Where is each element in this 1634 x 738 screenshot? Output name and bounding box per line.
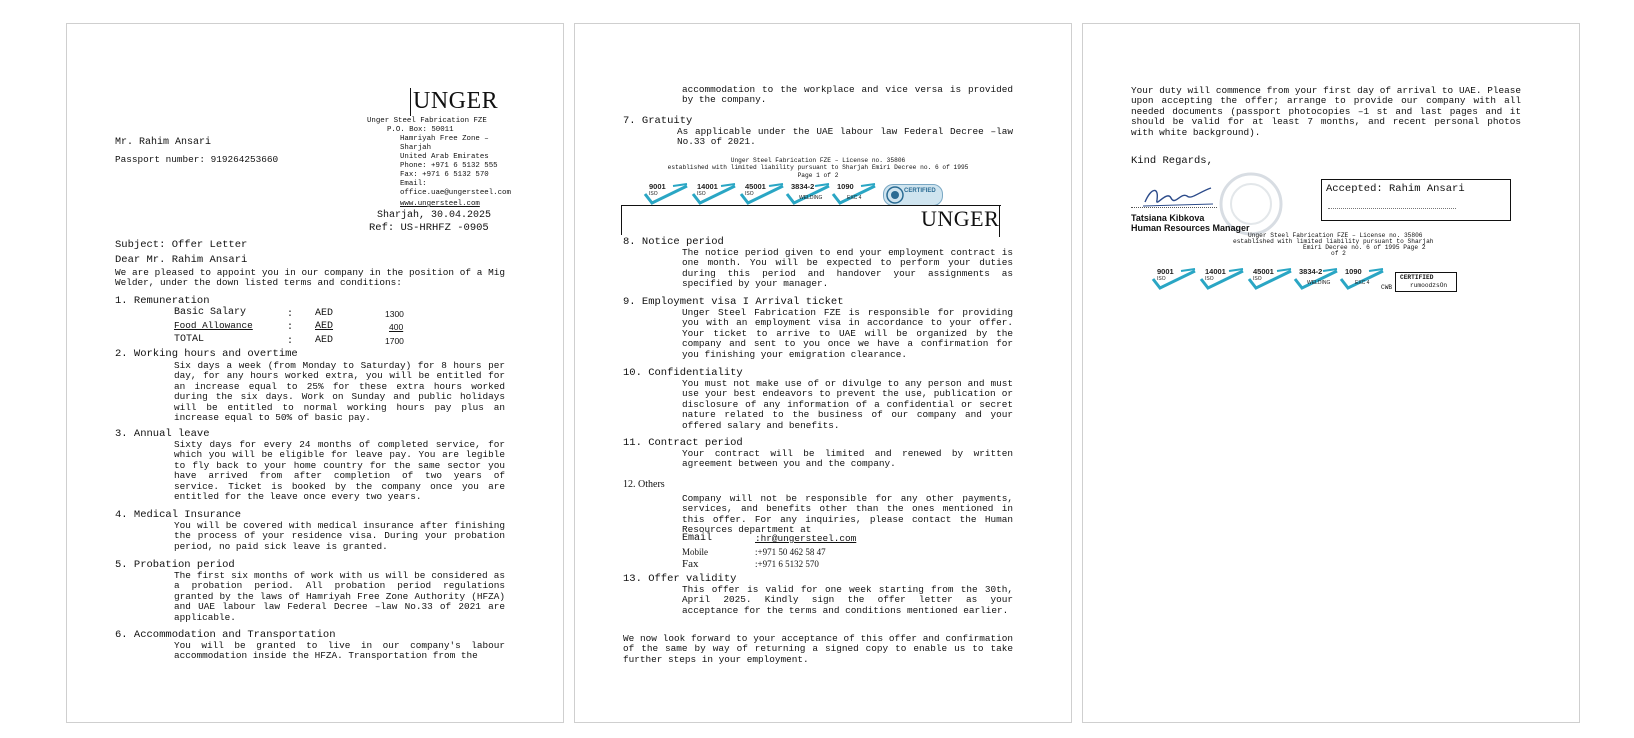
iso-9001-badge — [1151, 267, 1193, 291]
badge-sub: ISO — [1205, 276, 1214, 282]
section-7-body: As applicable under the UAE labour law Federal Decree –law No.33 of 2021. — [677, 126, 1013, 148]
rem-label-food: Food Allowance — [174, 320, 253, 331]
company-country: United Arab Emirates — [400, 153, 489, 161]
section-13-body: This offer is valid for one week starting from the 30th, April 2025. Kindly sign the offer letter as your acceptance for the terms and conditions mentioned earlier. — [682, 584, 1013, 616]
badge-sub: ISO — [1253, 276, 1262, 282]
badge-number: 14001 — [697, 182, 718, 191]
section-6-body: You will be granted to live in our company's labour accommodation inside the HFZA. Transportation from the — [174, 640, 505, 662]
certified-box — [1395, 272, 1457, 292]
contact-email-label: Email — [682, 533, 713, 544]
recipient-passport: Passport number: 919264253660 — [115, 154, 279, 165]
certified-label: CERTIFIED — [904, 188, 936, 194]
document-page-1 — [66, 23, 564, 723]
section-12-body: Company will not be responsible for any other payments, services, and benefits other than the ones mentioned in this offer. For any inquiries, please contact the Human Resources department at — [682, 493, 1013, 536]
company-logo: UNGER — [921, 206, 1000, 231]
text-cursor — [410, 88, 411, 116]
badge-sub: ISO — [649, 191, 658, 197]
duty-commence-paragraph: Your duty will commence from your first day of arrival to UAE. Please upon accepting the offer; arrange to provide our company with all needed documents (passport photocopies –1 st and last pages and it should be valid for at least 7 months, and recent personal photos with white background). — [1131, 85, 1521, 138]
badge-sub: EXC 4 — [847, 195, 862, 201]
badge-sub: WELDING — [1307, 280, 1331, 286]
iso-14001-badge — [691, 182, 733, 206]
acceptance-box[interactable] — [1321, 179, 1511, 221]
rem-cur-food: AED — [315, 321, 334, 332]
signatory-name: Tatsiana Kibkova — [1131, 213, 1205, 223]
rem-cur-basic: AED — [315, 308, 334, 319]
section-9-title: 9. Employment visa I Arrival ticket — [623, 296, 844, 308]
badge-number: 14001 — [1205, 267, 1226, 276]
section-5-body: The first six months of work with us will be considered as a probation period. All probation period regulations granted by the laws of Hamriyah Free Zone Authority (HFZA) and UAE labour law Federal Decree –law No.33 of 2021 are applicable. — [174, 570, 505, 623]
company-website[interactable]: www.ungersteel.com — [400, 200, 480, 208]
contact-mobile-label: Mobile — [682, 547, 708, 557]
section-3-body: Sixty days for every 24 months of completed service, for which you will be eligible for leave pay. You are legible to fly back to your home country for the same sector you have arrived from after completion of two years of service. Ticket is booked by the company once you are entitled for the leave once every two years. — [174, 439, 505, 503]
footer-decree: Emiri Decree no. 6 of 1995 Page 2 — [1303, 244, 1426, 251]
certified-small: rumoodzsOn — [1410, 282, 1448, 289]
rem-label-total: TOTAL — [174, 334, 205, 345]
badge-sub: ISO — [1157, 276, 1166, 282]
company-name: Unger Steel Fabrication FZE — [367, 117, 487, 125]
document-page-3 — [1082, 23, 1580, 723]
rem-amount-total: 1700 — [385, 336, 404, 346]
contact-fax-value: :+971 6 5132 570 — [755, 559, 819, 569]
footer-page-of: of 2 — [1331, 250, 1346, 257]
seal-icon — [885, 185, 905, 205]
rem-sep-total: : — [287, 336, 294, 347]
section-12-title: 12. Others — [623, 479, 665, 490]
iso-3834-badge — [785, 182, 827, 206]
recipient-name: Mr. Rahim Ansari — [115, 137, 212, 148]
badge-sub: ISO — [745, 191, 754, 197]
closing-paragraph: We now look forward to your acceptance of this offer and confirmation of the same by way of returning a signed copy to enable us to take further steps in your employment. — [623, 633, 1013, 665]
intro-paragraph: We are pleased to appoint you in our company in the position of a Mig Welder, under the down listed terms and conditions: — [115, 267, 505, 289]
iso-14001-badge — [1199, 267, 1241, 291]
section-2-body: Six days a week (from Monday to Saturday) for 8 hours per day, for any hours worked extra, you will be entitled for an increase equal to 25% for these extra hours worked during the six days. Work on Sunday and public holidays will be entitled to normal working hours pay plus an increase equal to 50% of basic pay. — [174, 360, 505, 424]
place-date: Sharjah, 30.04.2025 — [377, 210, 492, 221]
section-10-title: 10. Confidentiality — [623, 367, 743, 379]
footer-liability: established with limited liability pursuant to Sharjah Emiri Decree no. 6 of 1995 — [667, 164, 969, 171]
footer-license: Unger Steel Fabrication FZE – License no. 35806 — [1248, 232, 1423, 239]
certified-badge — [883, 184, 943, 206]
iso-45001-badge — [739, 182, 781, 206]
section-6-title: 6. Accommodation and Transportation — [115, 629, 336, 641]
rem-sep-basic: : — [287, 309, 294, 320]
company-phone: Phone: +971 6 5132 555 — [400, 162, 498, 170]
company-address-2: Sharjah — [400, 144, 432, 152]
subject-line: Subject: Offer Letter — [115, 239, 248, 251]
company-pobox: P.O. Box: 50011 — [387, 126, 454, 134]
company-email[interactable]: office.uae@ungersteel.com — [400, 189, 511, 197]
badge-number: 3834-2 — [1299, 267, 1323, 276]
badge-sub: ISO — [697, 191, 706, 197]
rem-amount-food: 400 — [389, 322, 404, 332]
badge-number: 3834-2 — [791, 182, 815, 191]
certified-label: CERTIFIED — [1400, 274, 1434, 281]
company-fax: Fax: +971 6 5132 570 — [400, 171, 489, 179]
en-1090-badge — [831, 182, 873, 206]
cwb-label: CWB — [1381, 284, 1393, 291]
company-address-1: Hamriyah Free Zone – — [400, 135, 489, 143]
salutation: Dear Mr. Rahim Ansari — [115, 254, 248, 266]
section-11-title: 11. Contract period — [623, 437, 743, 449]
rem-amount-basic: 1300 — [385, 309, 404, 319]
company-logo: UNGER — [413, 88, 499, 114]
section-8-body: The notice period given to end your employment contract is one month. You will be expected to perform your duties during this period and handover your assignments as specified by your manager. — [682, 247, 1013, 290]
footer-liability: established with limited liability pursuant to Sharjah — [1233, 238, 1434, 245]
contact-fax-label: Fax — [682, 558, 699, 570]
section-7-title: 7. Gratuity — [623, 115, 693, 127]
rem-sep-food: : — [287, 322, 294, 333]
section-8-title: 8. Notice period — [623, 236, 724, 248]
badge-number: 45001 — [1253, 267, 1274, 276]
section-9-body: Unger Steel Fabrication FZE is responsible for providing you with an employment visa in accordance to your offer. Your ticket to arrive to UAE will be organized by the company and sent to you once we have a confirmation for you finishing your emigration clearance. — [682, 307, 1013, 360]
reference-number: Ref: US-HRHFZ -0905 — [369, 222, 489, 234]
section-13-title: 13. Offer validity — [623, 573, 737, 585]
badge-number: 1090 — [837, 182, 854, 191]
rem-label-basic: Basic Salary — [174, 307, 247, 318]
company-email-label: Email: — [400, 180, 427, 188]
kind-regards: Kind Regards, — [1131, 155, 1213, 167]
section-4-title: 4. Medical Insurance — [115, 509, 242, 521]
badge-number: 9001 — [649, 182, 666, 191]
section-11-body: Your contract will be limited and renewed by written agreement between you and the company. — [682, 448, 1013, 470]
badge-number: 1090 — [1345, 267, 1362, 276]
en-1090-badge — [1339, 267, 1381, 291]
accepted-label: Accepted: Rahim Ansari — [1326, 183, 1465, 195]
signatory-title: Human Resources Manager — [1131, 223, 1250, 233]
badge-number: 9001 — [1157, 267, 1174, 276]
header-rule-left — [621, 205, 622, 235]
contact-mobile-value: :+971 50 462 58 47 — [755, 547, 826, 557]
section-3-title: 3. Annual leave — [115, 428, 210, 440]
acceptance-signature-line[interactable] — [1328, 208, 1456, 209]
document-page-2 — [574, 23, 1072, 723]
section-4-body: You will be covered with medical insurance after finishing the process of your residence visa. During your probation period, no paid sick leave is granted. — [174, 520, 505, 552]
section-6-continued: accommodation to the workplace and vice versa is provided by the company. — [682, 84, 1013, 106]
footer-page-number: Page 1 of 2 — [797, 172, 839, 179]
section-1-title: 1. Remuneration — [115, 295, 210, 307]
badge-number: 45001 — [745, 182, 766, 191]
section-5-title: 5. Probation period — [115, 559, 235, 571]
footer-license: Unger Steel Fabrication FZE – License no. 35806 — [730, 157, 906, 164]
signature-line — [1131, 207, 1217, 208]
badge-sub: WELDING — [799, 195, 823, 201]
section-10-body: You must not make use of or divulge to any person and must use your best endeavors to prevent the use, publication or disclosure of any information of a confidential or secret nature related to the business of our company and your offered salary and benefits. — [682, 378, 1013, 431]
rem-cur-total: AED — [315, 335, 334, 346]
section-2-title: 2. Working hours and overtime — [115, 348, 298, 360]
iso-9001-badge — [643, 182, 685, 206]
badge-sub: EXC 4 — [1355, 280, 1370, 286]
iso-45001-badge — [1247, 267, 1289, 291]
iso-3834-badge — [1293, 267, 1335, 291]
contact-email-value[interactable]: :hr@ungersteel.com — [755, 533, 857, 544]
